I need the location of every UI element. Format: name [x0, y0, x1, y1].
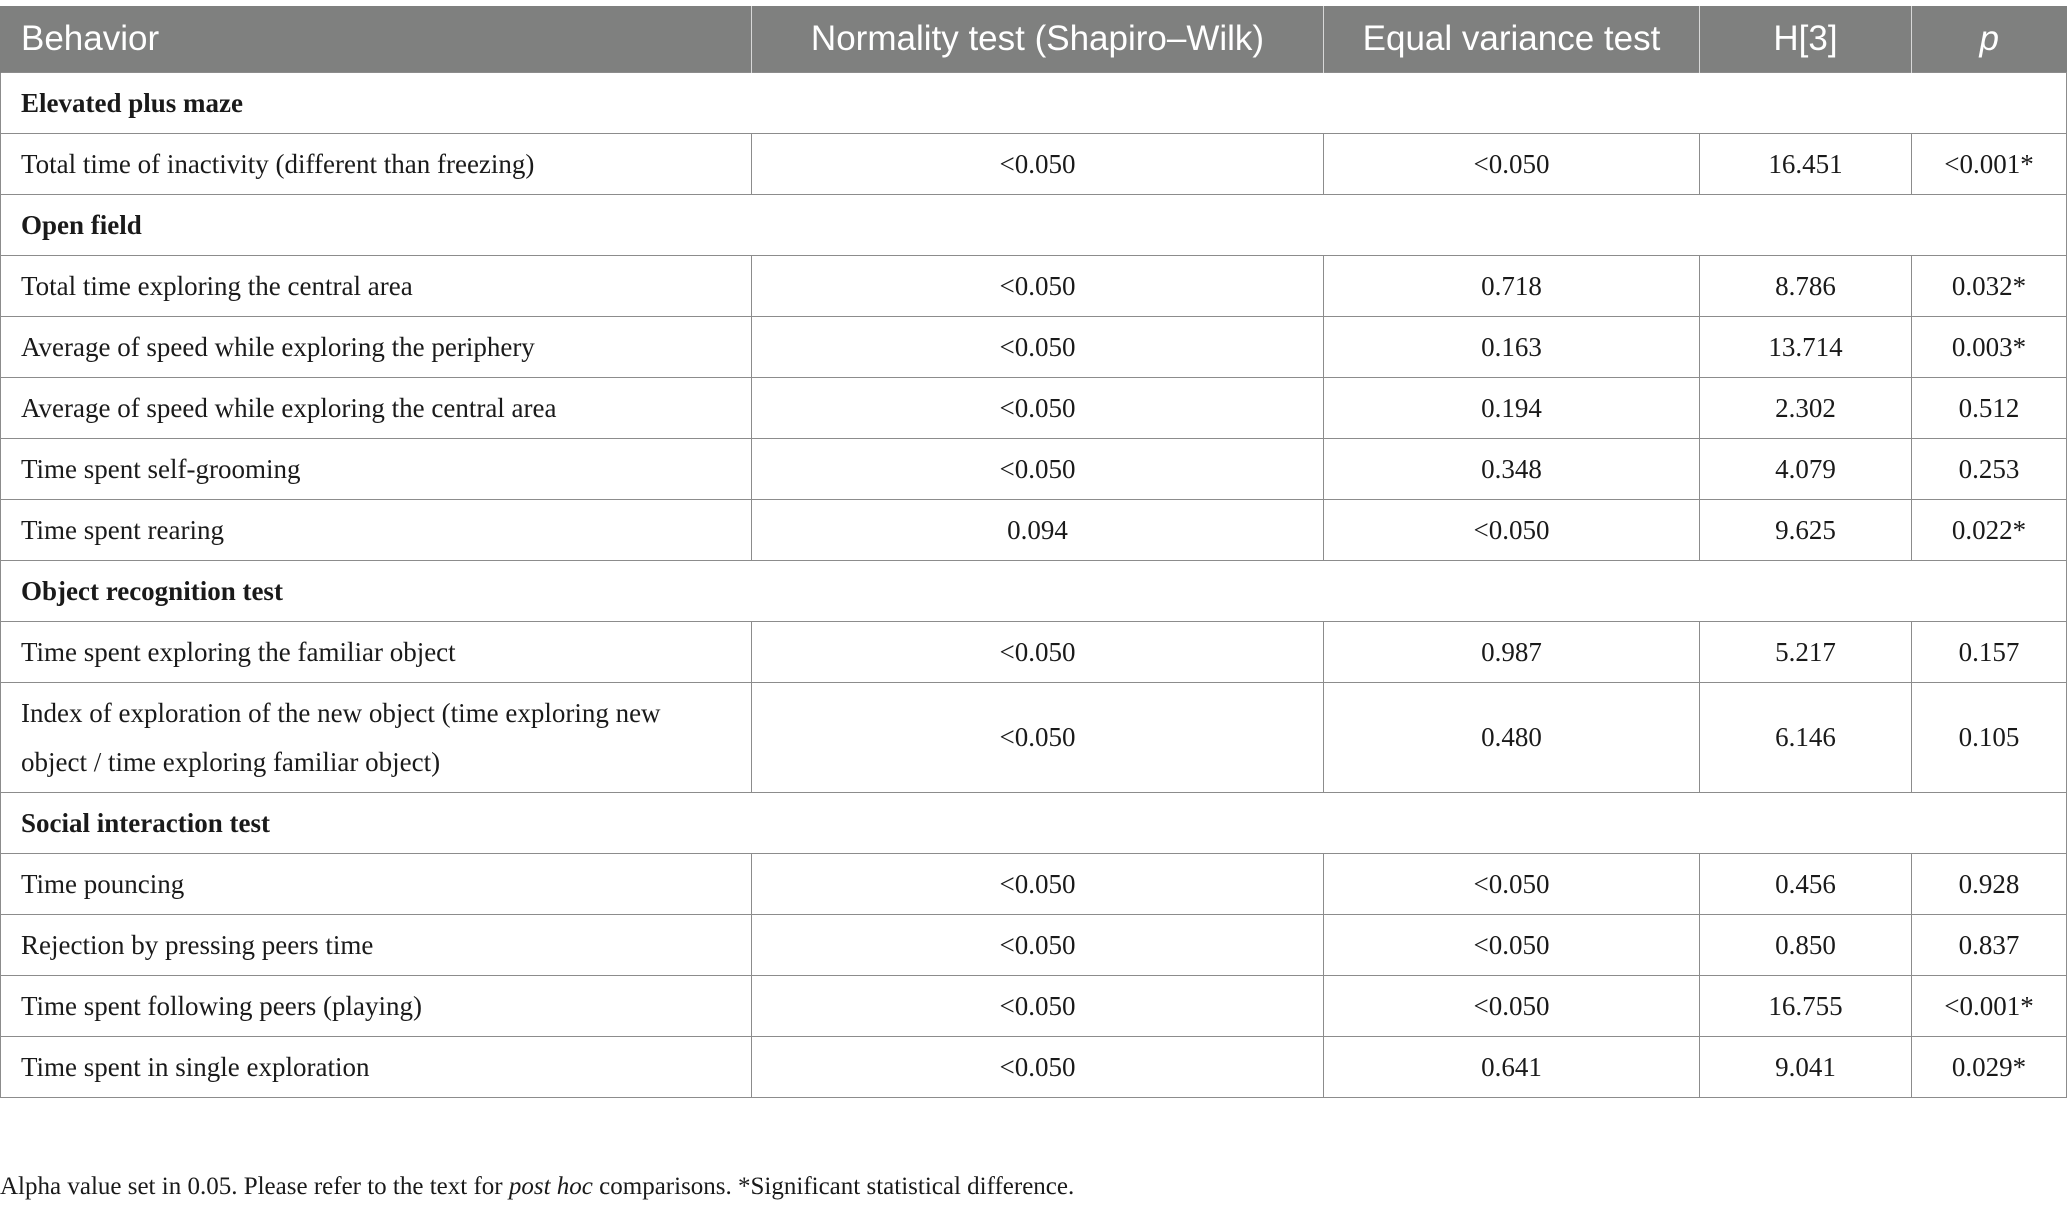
table-row — [1, 683, 2067, 793]
variance-cell: 0.348 — [1324, 439, 1700, 500]
behavior-cell: Total time exploring the central area — [1, 256, 752, 317]
normality-cell: <0.050 — [752, 1037, 1324, 1098]
variance-cell: <0.050 — [1324, 500, 1700, 561]
footnote-italic-text: post hoc — [508, 1173, 593, 1200]
table-row — [1, 134, 2067, 195]
p-value-cell: 0.029* — [1912, 1037, 2067, 1098]
p-value-cell: 0.157 — [1912, 622, 2067, 683]
results-table — [0, 6, 2067, 1098]
behavior-cell: Average of speed while exploring the central area — [1, 378, 752, 439]
table-row — [1, 622, 2067, 683]
h3-cell: 0.850 — [1700, 915, 1912, 976]
variance-cell: <0.050 — [1324, 134, 1700, 195]
h3-cell: 2.302 — [1700, 378, 1912, 439]
variance-cell: 0.718 — [1324, 256, 1700, 317]
behavior-cell: Time spent self-grooming — [1, 439, 752, 500]
table-row — [1, 439, 2067, 500]
variance-cell: 0.163 — [1324, 317, 1700, 378]
h3-cell: 6.146 — [1700, 683, 1912, 793]
header-row — [1, 6, 2067, 73]
h3-cell: 9.625 — [1700, 500, 1912, 561]
normality-cell: <0.050 — [752, 622, 1324, 683]
h3-cell: 16.451 — [1700, 134, 1912, 195]
normality-cell: 0.094 — [752, 500, 1324, 561]
section-row — [1, 793, 2067, 854]
normality-cell: <0.050 — [752, 256, 1324, 317]
section-row — [1, 195, 2067, 256]
behavior-cell: Rejection by pressing peers time — [1, 915, 752, 976]
table-header — [1, 6, 2067, 73]
behavior-cell: Total time of inactivity (different than freezing) — [1, 134, 752, 195]
normality-cell: <0.050 — [752, 915, 1324, 976]
footnote-text-end: comparisons. *Significant statistical difference. — [592, 1173, 1075, 1200]
h3-cell: 16.755 — [1700, 976, 1912, 1037]
table-body — [1, 73, 2067, 1098]
header-behavior: Behavior — [1, 6, 752, 73]
behavior-cell: Time pouncing — [1, 854, 752, 915]
section-row — [1, 561, 2067, 622]
normality-cell: <0.050 — [752, 317, 1324, 378]
h3-cell: 8.786 — [1700, 256, 1912, 317]
table-row — [1, 378, 2067, 439]
p-value-cell: 0.253 — [1912, 439, 2067, 500]
table-row — [1, 976, 2067, 1037]
behavior-cell: Index of exploration of the new object (time exploring new object / time exploring familiar object) — [1, 683, 752, 793]
table-row — [1, 256, 2067, 317]
behavior-cell: Time spent in single exploration — [1, 1037, 752, 1098]
section-title: Social interaction test — [1, 793, 2067, 854]
h3-cell: 0.456 — [1700, 854, 1912, 915]
behavior-cell: Time spent following peers (playing) — [1, 976, 752, 1037]
p-value-cell: <0.001* — [1912, 976, 2067, 1037]
section-title: Object recognition test — [1, 561, 2067, 622]
p-value-cell: 0.105 — [1912, 683, 2067, 793]
table-row — [1, 854, 2067, 915]
p-value-cell: 0.032* — [1912, 256, 2067, 317]
table-row — [1, 1037, 2067, 1098]
p-value-cell: 0.003* — [1912, 317, 2067, 378]
variance-cell: <0.050 — [1324, 915, 1700, 976]
results-table-container — [0, 6, 2067, 1098]
header-p: p — [1912, 6, 2067, 73]
behavior-cell: Time spent exploring the familiar object — [1, 622, 752, 683]
p-value-cell: <0.001* — [1912, 134, 2067, 195]
h3-cell: 9.041 — [1700, 1037, 1912, 1098]
header-normality: Normality test (Shapiro–Wilk) — [752, 6, 1324, 73]
normality-cell: <0.050 — [752, 976, 1324, 1037]
normality-cell: <0.050 — [752, 378, 1324, 439]
behavior-cell: Average of speed while exploring the periphery — [1, 317, 752, 378]
h3-cell: 5.217 — [1700, 622, 1912, 683]
section-title: Elevated plus maze — [1, 73, 2067, 134]
variance-cell: <0.050 — [1324, 976, 1700, 1037]
table-row — [1, 500, 2067, 561]
variance-cell: <0.050 — [1324, 854, 1700, 915]
section-title: Open field — [1, 195, 2067, 256]
h3-cell: 4.079 — [1700, 439, 1912, 500]
h3-cell: 13.714 — [1700, 317, 1912, 378]
table-row — [1, 915, 2067, 976]
p-value-cell: 0.022* — [1912, 500, 2067, 561]
header-variance: Equal variance test — [1324, 6, 1700, 73]
behavior-cell: Time spent rearing — [1, 500, 752, 561]
header-h3: H[3] — [1700, 6, 1912, 73]
variance-cell: 0.987 — [1324, 622, 1700, 683]
table-footnote — [0, 1173, 1074, 1201]
normality-cell: <0.050 — [752, 439, 1324, 500]
variance-cell: 0.194 — [1324, 378, 1700, 439]
normality-cell: <0.050 — [752, 134, 1324, 195]
variance-cell: 0.641 — [1324, 1037, 1700, 1098]
table-row — [1, 317, 2067, 378]
normality-cell: <0.050 — [752, 854, 1324, 915]
normality-cell: <0.050 — [752, 683, 1324, 793]
p-value-cell: 0.928 — [1912, 854, 2067, 915]
p-value-cell: 0.512 — [1912, 378, 2067, 439]
section-row — [1, 73, 2067, 134]
p-value-cell: 0.837 — [1912, 915, 2067, 976]
variance-cell: 0.480 — [1324, 683, 1700, 793]
footnote-text-start: Alpha value set in 0.05. Please refer to the text for — [0, 1173, 509, 1200]
